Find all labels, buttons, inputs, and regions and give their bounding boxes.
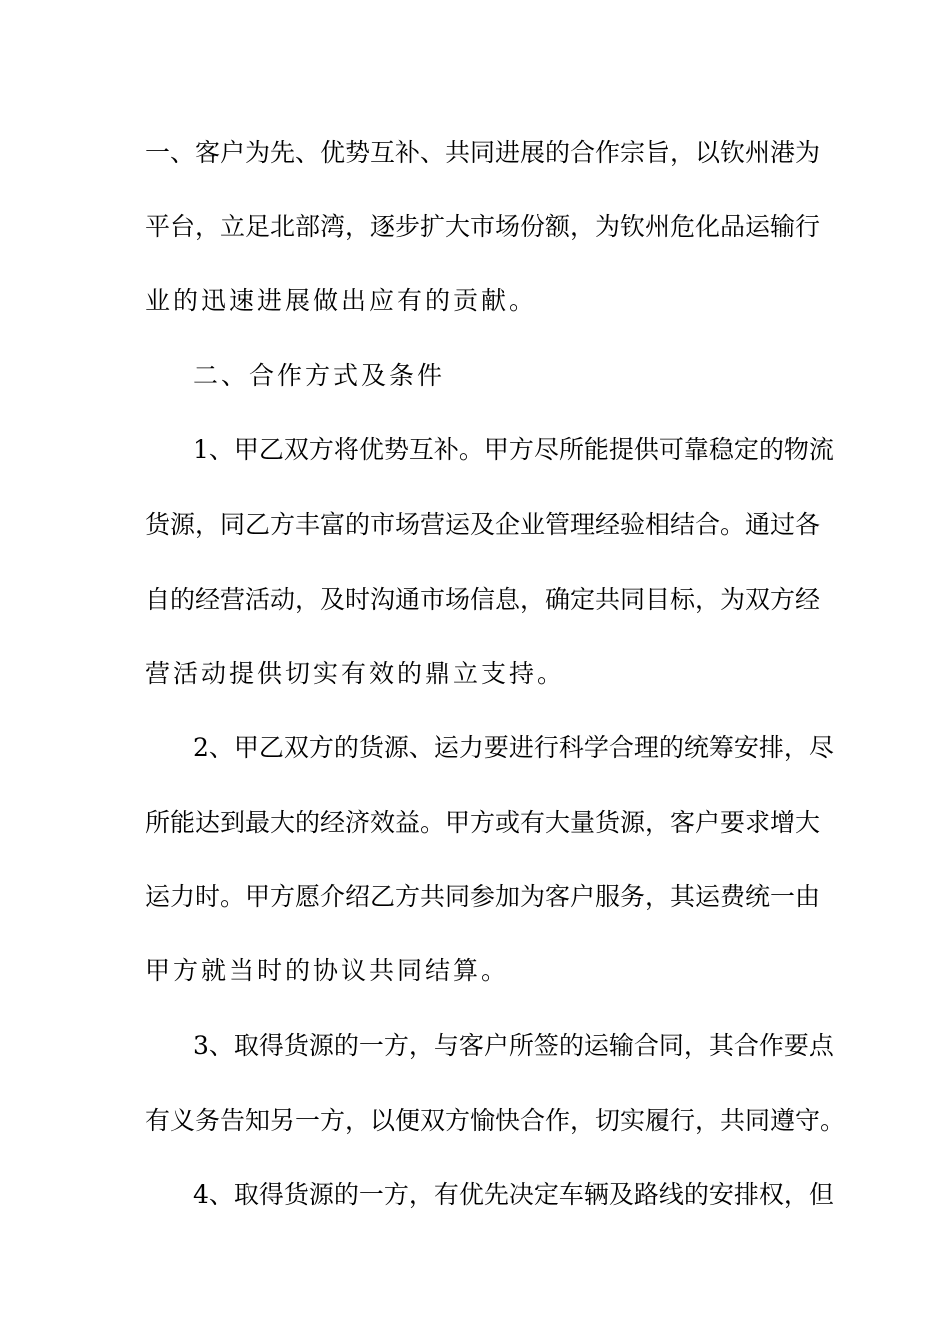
paragraph-6-line-1: 4、取得货源的一方，有优先决定车辆及路线的安排权，但: [193, 1180, 834, 1209]
paragraph-4-line-3: 运力时。甲方愿介绍乙方共同参加为客户服务，其运费统一由: [145, 882, 821, 911]
paragraph-1-line-2: 平台，立足北部湾，逐步扩大市场份额，为钦州危化品运输行: [145, 212, 821, 241]
paragraph-3-line-2: 货源，同乙方丰富的市场营运及企业管理经验相结合。通过各: [145, 510, 821, 539]
section-heading: 二、合作方式及条件: [193, 361, 446, 390]
paragraph-3-line-3: 自的经营活动，及时沟通市场信息，确定共同目标，为双方经: [145, 585, 821, 614]
paragraph-1-line-1: 一、客户为先、优势互补、共同进展的合作宗旨，以钦州港为: [145, 138, 821, 167]
paragraph-4-line-1: 2、甲乙双方的货源、运力要进行科学合理的统筹安排，尽: [193, 733, 834, 762]
paragraph-1-line-3: 业的迅速进展做出应有的贡献。: [145, 286, 538, 315]
paragraph-3-line-1: 1、甲乙双方将优势互补。甲方尽所能提供可靠稳定的物流: [193, 435, 834, 464]
paragraph-5-line-2: 有义务告知另一方，以便双方愉快合作，切实履行，共同遵守。: [145, 1106, 846, 1135]
paragraph-4-line-2: 所能达到最大的经济效益。甲方或有大量货源，客户要求增大: [145, 808, 821, 837]
paragraph-3-line-4: 营活动提供切实有效的鼎立支持。: [145, 659, 566, 688]
paragraph-5-line-1: 3、取得货源的一方，与客户所签的运输合同，其合作要点: [193, 1031, 834, 1060]
paragraph-4-line-4: 甲方就当时的协议共同结算。: [145, 956, 510, 985]
